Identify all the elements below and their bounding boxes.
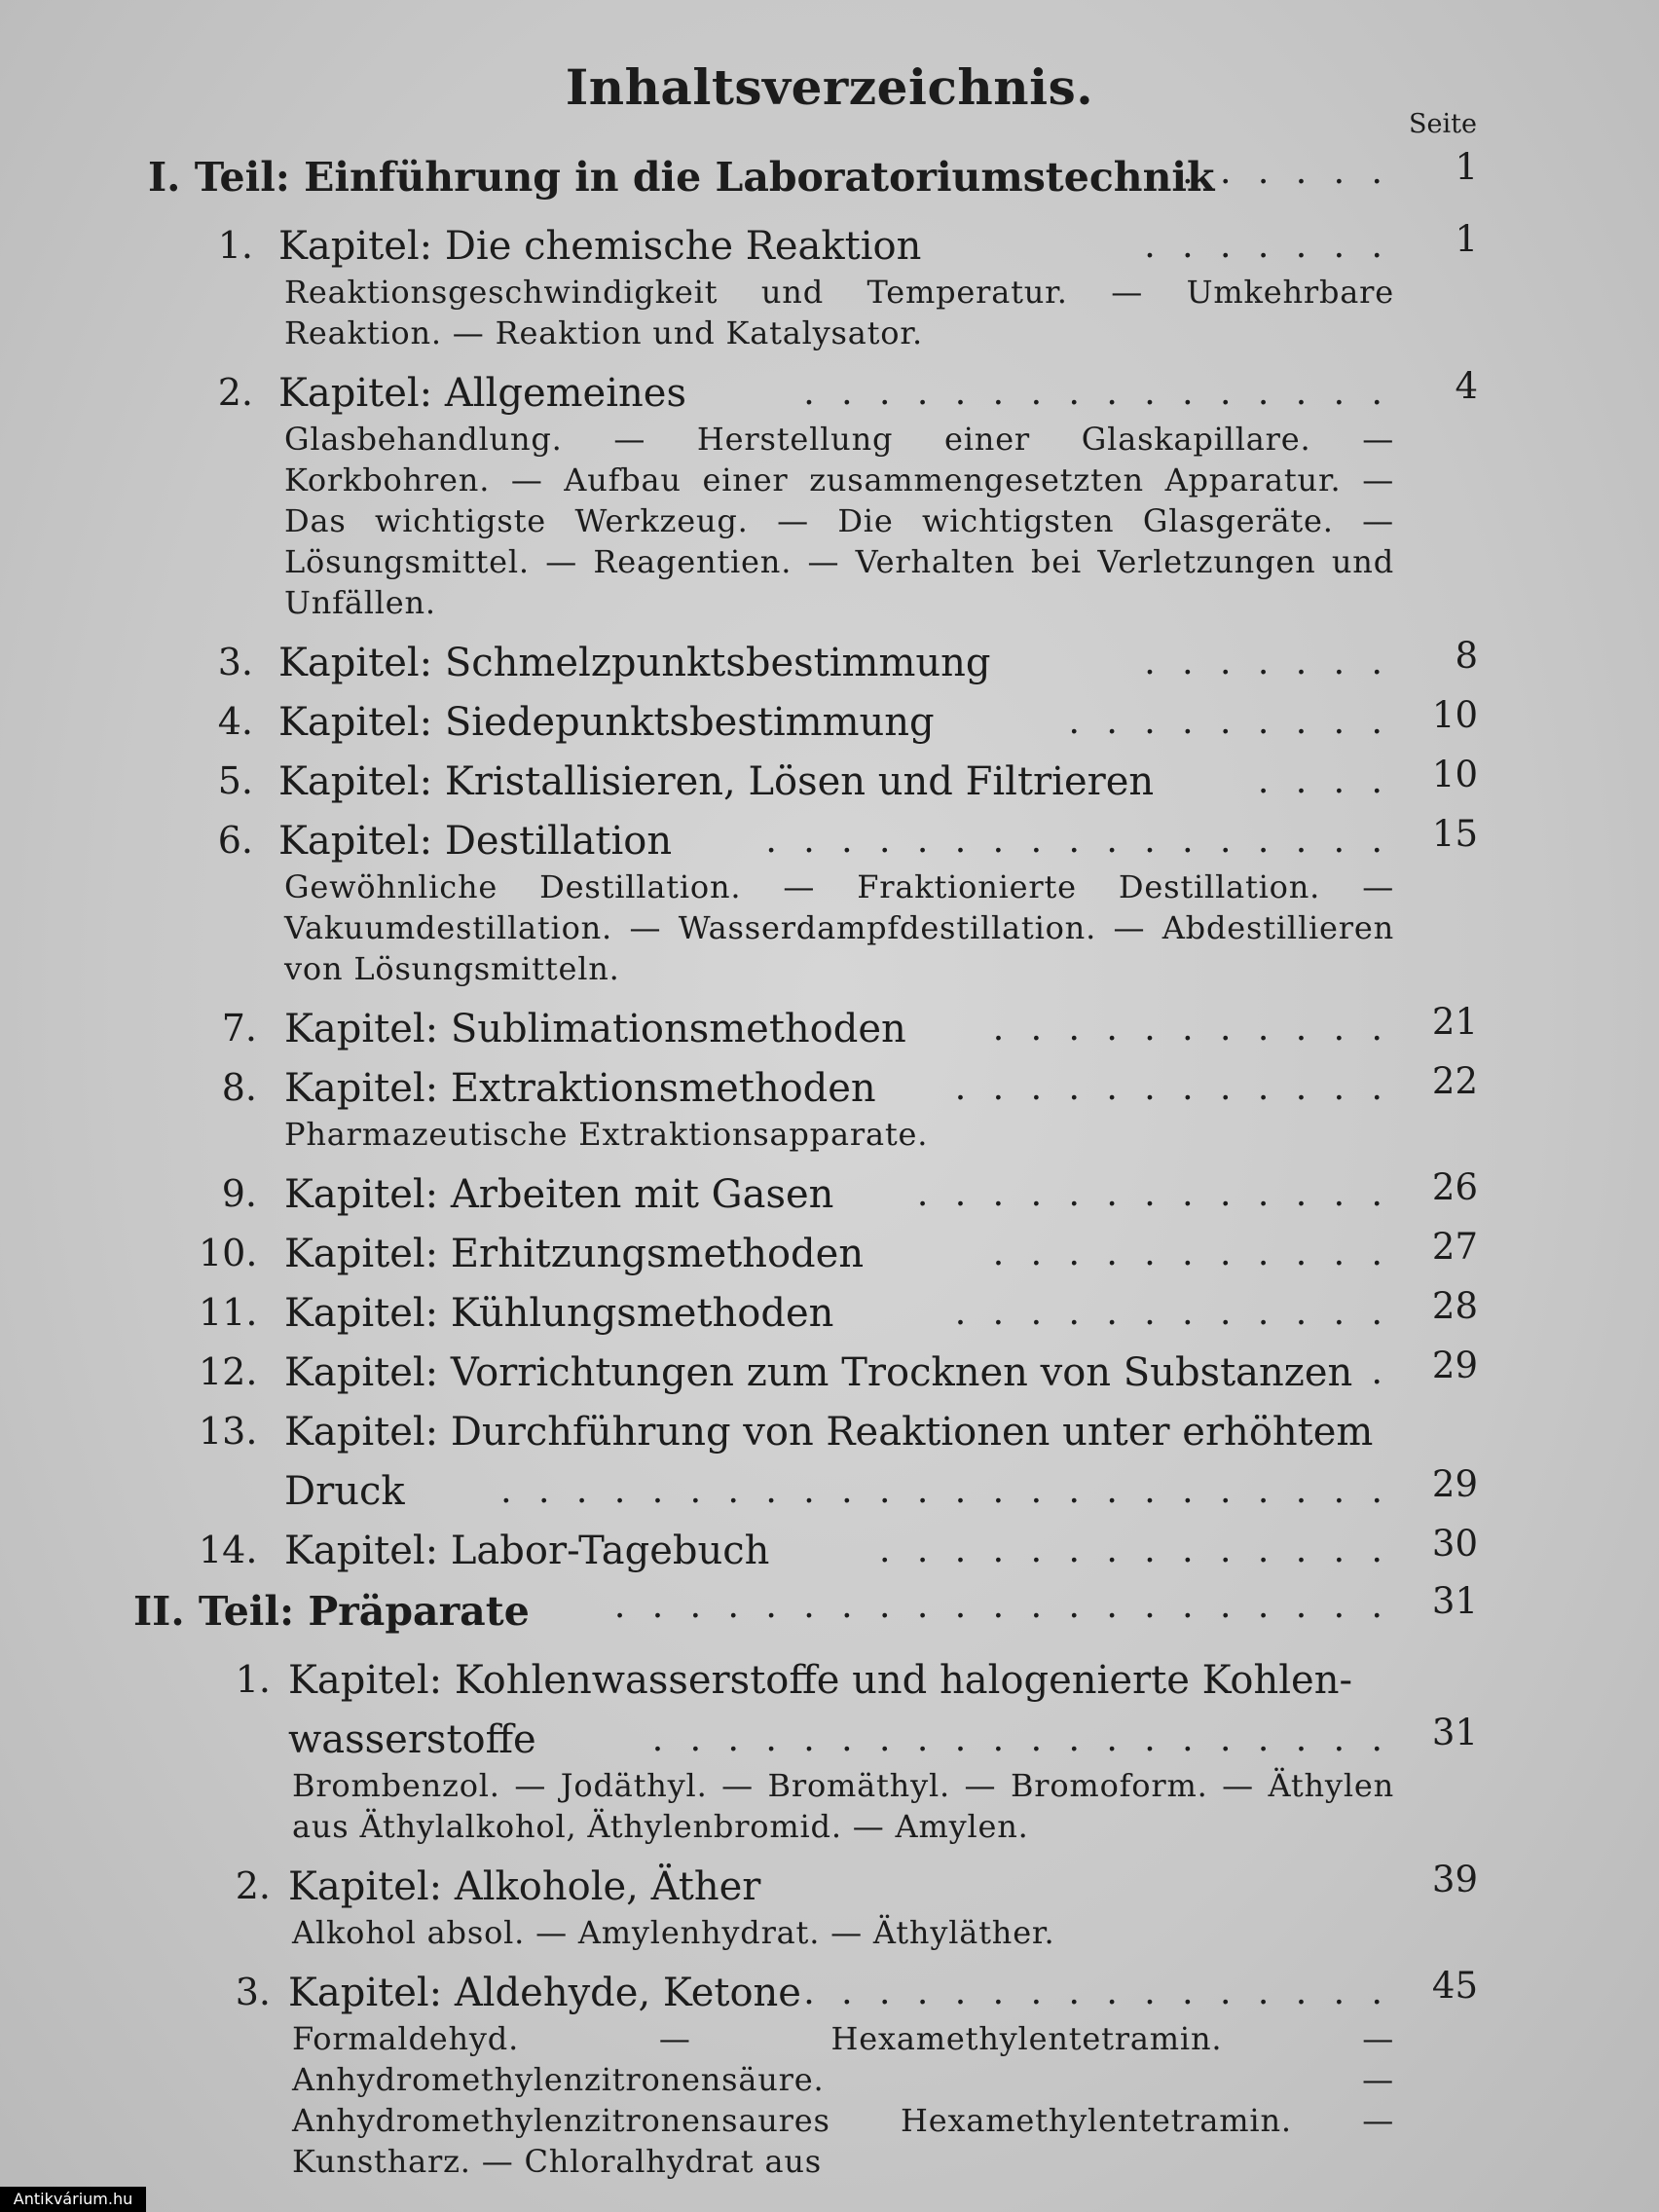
toc-chapter <box>0 1650 1659 1710</box>
chapter-title: Kapitel: Die chemische Reaktion <box>278 224 922 269</box>
page-column-header: Seite <box>1409 109 1477 139</box>
chapter-title: Kapitel: Arbeiten mit Gasen <box>284 1172 834 1217</box>
toc-chapter <box>0 1164 1659 1224</box>
chapter-title: Kapitel: Kühlungsmethoden <box>284 1291 834 1336</box>
watermark: Antikvárium.hu <box>0 2187 146 2212</box>
page-number: 39 <box>1431 1859 1478 1900</box>
leader-dots: . . . . . . . . . . . . . . . . . <box>765 1972 1390 2012</box>
toc-chapter-continuation <box>0 1710 1659 1769</box>
toc-chapter <box>0 1058 1659 1118</box>
chapter-title: Kapitel: Allgemeines <box>278 371 686 416</box>
leader-dots: . . . . . . . <box>1144 226 1390 266</box>
toc-chapter <box>0 1343 1659 1402</box>
toc-chapter <box>0 216 1659 276</box>
chapter-number: 12. <box>199 1350 258 1393</box>
leader-dots: . . . . . . . . . . . . <box>954 1068 1390 1108</box>
chapter-title: Kapitel: Extraktionsmethoden <box>284 1066 876 1111</box>
chapter-title: Kapitel: Alkohole, Äther <box>288 1864 761 1909</box>
chapter-title: Kapitel: Destillation <box>278 819 673 864</box>
leader-dots: . . . . . . . . . . . . . . . . . . . . . <box>613 1586 1390 1626</box>
leader-dots: . . . . . . . . . . . . <box>954 1293 1390 1333</box>
toc-chapter <box>0 1283 1659 1343</box>
chapter-title: Kapitel: Kohlenwasserstoffe und halogenierte Kohlen- <box>288 1658 1352 1703</box>
leader-dots: . . . . . . . . . . . . . <box>916 1174 1390 1214</box>
leader-dots: . . . . . . . . . <box>1068 702 1390 742</box>
leader-dots: . . . . . . . . . . . . . . . . . <box>765 821 1390 861</box>
chapter-title: Kapitel: Sublimationsmethoden <box>284 1007 906 1051</box>
page-number: 45 <box>1431 1965 1478 2007</box>
chapter-details: Formaldehyd. — Hexamethylentetramin. — Anhydromethylenzitronensäure. — Anhydromethylenzitronensaures Hexamethylentetramin. — Kunstharz. — Chloralhydrat aus <box>292 2020 1394 2180</box>
table-of-contents <box>0 146 1659 2192</box>
chapter-details: Glasbehandlung. — Herstellung einer Glaskapillare. — Korkbohren. — Aufbau einer zusammengesetzten Apparatur. — Das wichtigste Werkzeug. — Die wichtigsten Glasgeräte. — Lösungsmittel. — Reagentien. — Verhalten bei Verletzungen und Unfällen. <box>284 421 1394 621</box>
leader-dots: . . . . <box>1257 761 1390 801</box>
chapter-title: Kapitel: Siedepunktsbestimmung <box>278 700 935 745</box>
chapter-title: Kapitel: Durchführung von Reaktionen unter erhöhtem <box>284 1410 1374 1455</box>
leader-dots: . . . . . . . . . . . <box>992 1009 1390 1049</box>
page-number: 8 <box>1455 635 1478 677</box>
chapter-details: Gewöhnliche Destillation. — Fraktionierte Destillation. — Vakuumdestillation. — Wasserdampfdestillation. — Abdestillieren von Lösungsmitteln. <box>284 868 1394 987</box>
chapter-number: 2. <box>235 1864 271 1907</box>
leader-dots: . . . . . . . . . . . . . . <box>879 1530 1390 1570</box>
toc-chapter <box>0 752 1659 811</box>
page-number: 15 <box>1431 813 1478 855</box>
chapter-details: Reaktionsgeschwindigkeit und Temperatur. — Umkehrbare Reaktion. — Reaktion und Katalysator. <box>284 274 1394 351</box>
toc-chapter <box>0 1402 1659 1461</box>
leader-dots: . <box>1371 1352 1390 1392</box>
toc-chapter <box>0 1224 1659 1283</box>
leader-dots: . . . . . . . . . . . . . . . . . . . . <box>651 1719 1390 1759</box>
chapter-title: Kapitel: Labor-Tagebuch <box>284 1529 770 1573</box>
chapter-title: Kapitel: Erhitzungsmethoden <box>284 1232 865 1276</box>
chapter-number: 3. <box>235 1971 271 2013</box>
chapter-number: 9. <box>221 1172 257 1215</box>
page-number: 28 <box>1431 1285 1478 1327</box>
chapter-number: 1. <box>235 1658 271 1701</box>
toc-chapter <box>0 633 1659 692</box>
page-number: 31 <box>1431 1712 1478 1753</box>
page-number: 27 <box>1431 1226 1478 1268</box>
page-number: 29 <box>1431 1463 1478 1505</box>
chapter-number: 8. <box>221 1066 257 1109</box>
toc-chapter <box>0 692 1659 752</box>
leader-dots: . . . . . . . . . . . <box>992 1234 1390 1273</box>
leader-dots: . . . . . . <box>1182 152 1390 192</box>
chapter-number: 11. <box>199 1291 258 1334</box>
chapter-title: Kapitel: Vorrichtungen zum Trocknen von Substanzen <box>284 1350 1353 1395</box>
page-number: 29 <box>1431 1345 1478 1386</box>
page-number: 22 <box>1431 1060 1478 1102</box>
chapter-title-continued: wasserstoffe <box>288 1717 536 1762</box>
page-number: 10 <box>1431 694 1478 736</box>
toc-part-2 <box>0 1580 1659 1650</box>
chapter-number: 2. <box>217 371 253 414</box>
page-title: Inhaltsverzeichnis. <box>565 58 1094 116</box>
leader-dots: . . . . . . . . . . . . . . . . <box>803 373 1390 413</box>
page-number: 10 <box>1431 754 1478 795</box>
toc-chapter-continuation <box>0 1461 1659 1521</box>
toc-chapter <box>0 999 1659 1058</box>
chapter-number: 1. <box>217 224 253 267</box>
chapter-number: 3. <box>217 641 253 683</box>
chapter-title: Kapitel: Schmelzpunktsbestimmung <box>278 641 991 685</box>
chapter-number: 5. <box>217 759 253 802</box>
leader-dots: . . . . . . . <box>1144 643 1390 682</box>
toc-part-1 <box>0 146 1659 216</box>
page-number: 1 <box>1455 146 1478 188</box>
page-number: 1 <box>1455 218 1478 260</box>
toc-chapter <box>0 1857 1659 1916</box>
part-title: I. Teil: Einführung in die Laboratoriumstechnik <box>148 154 1215 201</box>
chapter-number: 7. <box>221 1007 257 1050</box>
chapter-number: 14. <box>199 1529 258 1571</box>
leader-dots: . . . . . . . . . . . . . . . . . . . . . . . . <box>500 1471 1390 1511</box>
chapter-number: 10. <box>199 1232 258 1274</box>
part-title: II. Teil: Präparate <box>133 1588 530 1635</box>
chapter-number: 4. <box>217 700 253 743</box>
chapter-details: Brombenzol. — Jodäthyl. — Bromäthyl. — Bromoform. — Äthylen aus Äthylalkohol, Äthylenbromid. — Amylen. <box>292 1767 1394 1845</box>
toc-chapter <box>0 1521 1659 1580</box>
chapter-number: 6. <box>217 819 253 862</box>
toc-chapter <box>0 363 1659 423</box>
chapter-number: 13. <box>199 1410 258 1453</box>
chapter-details: Pharmazeutische Extraktionsapparate. <box>284 1116 929 1153</box>
page-number: 26 <box>1431 1166 1478 1208</box>
chapter-details: Alkohol absol. — Amylenhydrat. — Äthyläther. <box>292 1914 1055 1951</box>
chapter-title-continued: Druck <box>284 1469 405 1514</box>
chapter-title: Kapitel: Aldehyde, Ketone <box>288 1971 801 2015</box>
page-number: 21 <box>1431 1001 1478 1043</box>
page-number: 30 <box>1431 1523 1478 1565</box>
toc-chapter <box>0 1963 1659 2022</box>
chapter-title: Kapitel: Kristallisieren, Lösen und Filtrieren <box>278 759 1155 804</box>
page-number: 31 <box>1431 1580 1478 1622</box>
toc-chapter <box>0 811 1659 870</box>
page-number: 4 <box>1455 365 1478 407</box>
